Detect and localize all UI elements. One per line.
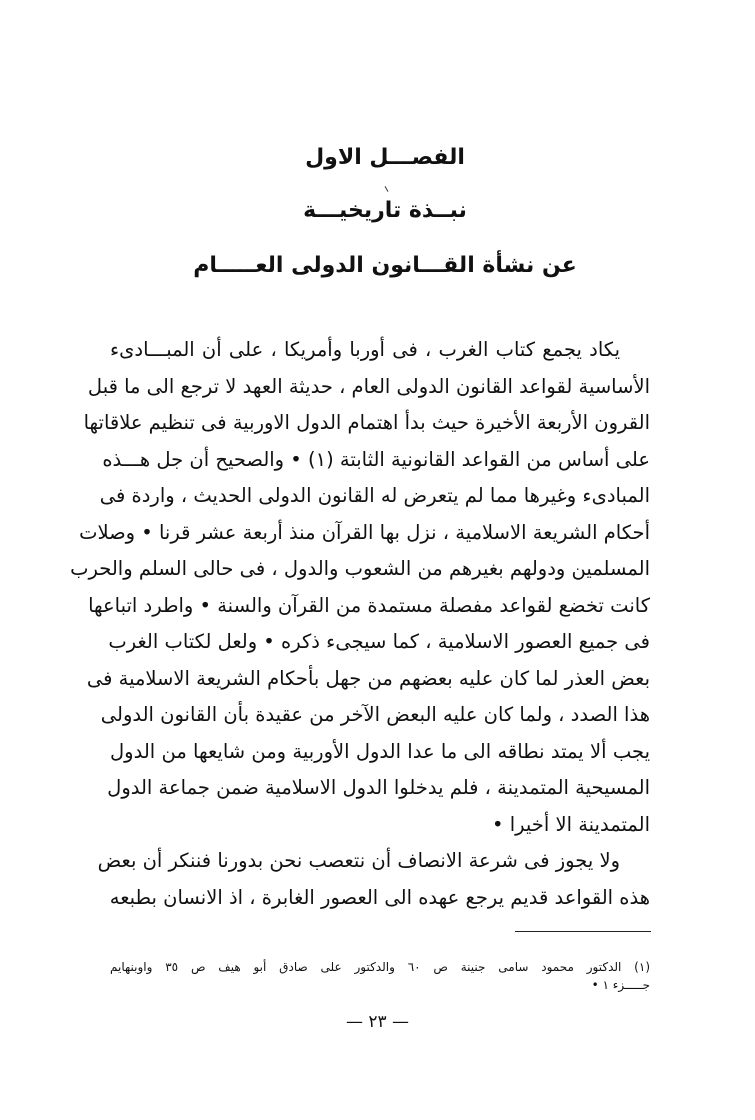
text-line: المسيحية المتمدينة ، فلم يدخلوا الدول الاسلامية ضمن جماعة الدول xyxy=(107,776,650,799)
text-line: يكاد يجمع كتاب الغرب ، فى أوربا وأمريكا ، على أن المبـــادىء xyxy=(110,338,620,361)
text-line: المبادىء وغيرها مما لم يتعرض له القانون الدولى الحديث ، واردة فى xyxy=(99,484,650,507)
page-number: — ٢٣ — xyxy=(345,1012,410,1032)
text-line: ولا يجوز فى شرعة الانصاف أن نتعصب نحن بدورنا فننكر أن بعض xyxy=(97,849,620,872)
text-line: الأساسية لقواعد القانون الدولى العام ، حديثة العهد لا ترجع الى ما قبل xyxy=(87,375,650,398)
footnote-line: جـــــزء ١ • xyxy=(591,978,650,992)
text-line: أحكام الشريعة الاسلامية ، نزل بها القرآن منذ أربعة عشر قرنا • وصلات xyxy=(79,521,650,544)
section-title: عن نشأة القـــانون الدولى العـــــام xyxy=(193,253,577,278)
text-line: هذا الصدد ، ولما كان عليه البعض الآخر من عقيدة بأن القانون الدولى xyxy=(100,703,650,726)
text-line: كانت تخضع لقواعد مفصلة مستمدة من القرآن والسنة • واطرد اتباعها xyxy=(88,594,650,617)
text-line: المتمدينة الا أخيرا • xyxy=(492,813,650,836)
footnote-divider xyxy=(515,931,651,932)
text-line: القرون الأربعة الأخيرة حيث بدأ اهتمام الدول الاوربية فى تنظيم علاقاتها xyxy=(83,411,650,434)
footnote-line: (١) الدكتور محمود سامى جنينة ص ٦٠ والدكتور على صادق أبو هيف ص ٣٥ واوبنهايم xyxy=(110,960,651,974)
text-line: يجب ألا يمتد نطاقه الى ما عدا الدول الأوربية ومن شايعها من الدول xyxy=(110,740,650,763)
subtitle: نبــذة تاريخيـــة xyxy=(303,198,467,223)
text-line: المسلمين ودولهم بغيرهم من الشعوب والدول ، فى حالى السلم والحرب xyxy=(70,557,650,580)
text-line: بعض العذر لما كان عليه بعضهم من جهل بأحكام الشريعة الاسلامية فى xyxy=(86,667,650,690)
text-line: فى جميع العصور الاسلامية ، كما سيجىء ذكره • ولعل لكتاب الغرب xyxy=(108,630,650,653)
chapter-title: الفصـــل الاول xyxy=(305,145,465,170)
stray-mark xyxy=(385,186,389,192)
text-line: هذه القواعد قديم يرجع عهده الى العصور الغابرة ، اذ الانسان بطبعه xyxy=(109,886,650,909)
text-line: على أساس من القواعد القانونية الثابتة (١) • والصحيح أن جل هـــذه xyxy=(102,448,650,471)
